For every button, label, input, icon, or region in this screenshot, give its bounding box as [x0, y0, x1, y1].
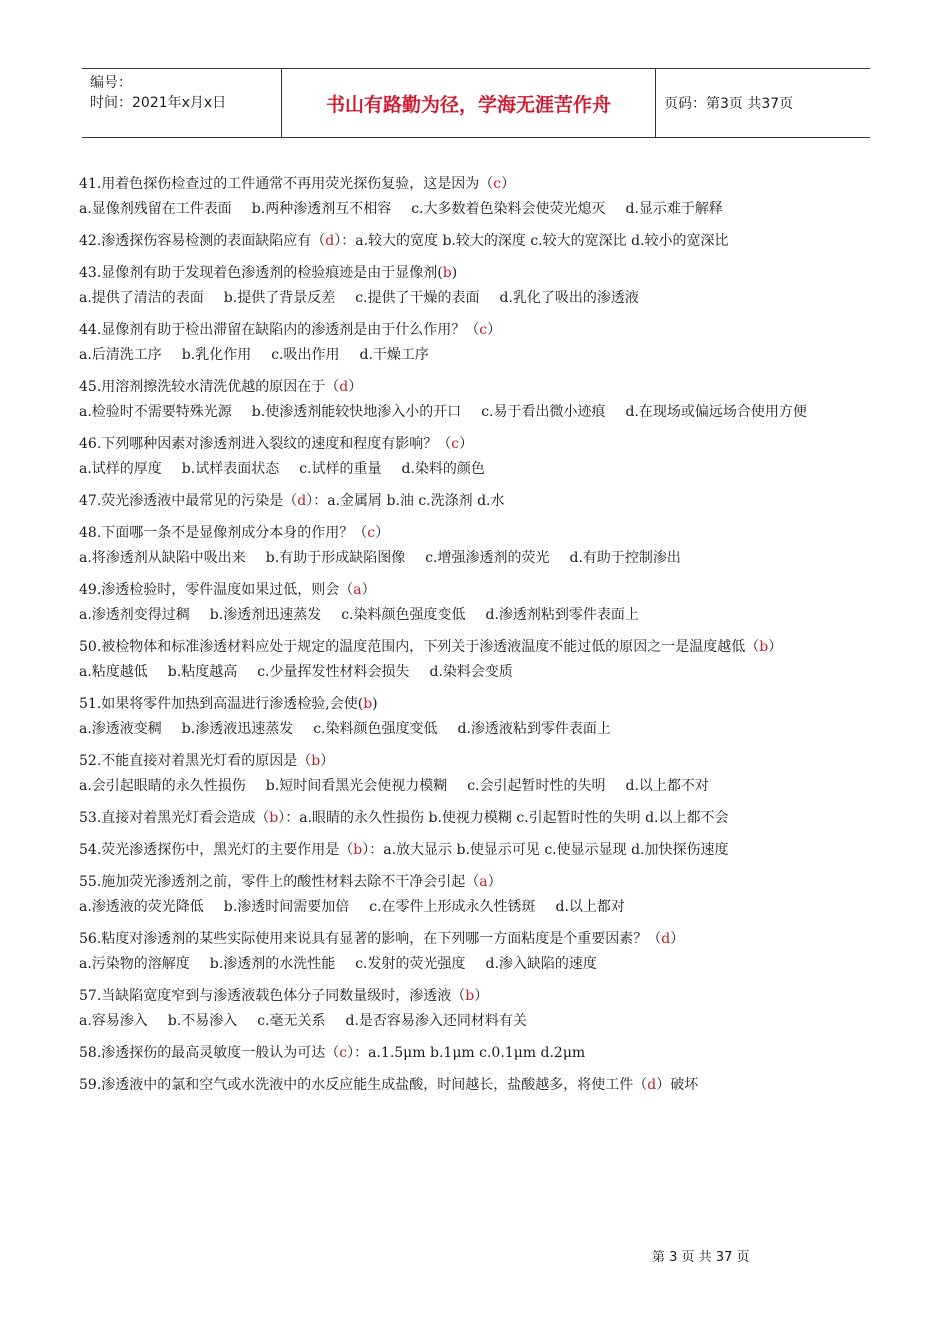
option-text: b.乳化作用	[181, 347, 252, 363]
stem-text: 50.被检物体和标准渗透材料应处于规定的温度范围内，下列关于渗透液温度不能过低的原因之一是温度越低（	[79, 639, 760, 655]
option-text: d.有助于控制渗出	[569, 550, 681, 566]
options-line	[79, 660, 871, 685]
stem-tail: ）	[501, 176, 516, 192]
option-text: d.在现场或偏远场合使用方便	[625, 404, 807, 420]
options-line	[79, 546, 871, 571]
options-line	[79, 400, 871, 425]
question-stem	[79, 927, 871, 952]
stem-text: 45.用溶剂擦洗较水清洗优越的原因在于（	[79, 379, 340, 395]
answer-letter: b	[363, 696, 373, 712]
answer-letter: d	[661, 931, 671, 947]
page-label: 页码：第3页 共37页	[664, 96, 794, 112]
stem-text: 57.当缺陷宽度窄到与渗透液载色体分子同数量级时，渗透液（	[79, 988, 466, 1004]
stem-text: 43.显像剂有助于发现着色渗透剂的检验痕迹是由于显像剂(	[79, 265, 443, 281]
answer-letter: b	[353, 842, 363, 858]
question-stem	[79, 870, 871, 895]
answer-letter: a	[353, 582, 362, 598]
option-text: b.试样表面状态	[181, 461, 280, 477]
question-stem	[79, 692, 871, 717]
question-stem	[79, 261, 871, 286]
option-text: a.渗透液的荧光降低	[79, 899, 204, 915]
option-text: b.渗透液迅速蒸发	[181, 721, 294, 737]
option-text: d.渗透剂粘到零件表面上	[485, 607, 639, 623]
option-text: c.增强渗透剂的荧光	[425, 550, 550, 566]
question-stem	[79, 1073, 871, 1098]
question-stem	[79, 749, 871, 774]
question-list	[79, 172, 871, 1105]
question-item	[79, 1041, 871, 1066]
option-text: c.染料颜色强度变低	[313, 721, 438, 737]
answer-letter: d	[297, 493, 307, 509]
header-info	[82, 69, 282, 137]
option-text: d.显示难于解释	[625, 201, 723, 217]
question-stem	[79, 838, 871, 863]
stem-tail: ）：a.较大的宽度 b.较大的深度 c.较大的宽深比 d.较小的宽深比	[334, 233, 729, 249]
option-text: a.试样的厚度	[79, 461, 162, 477]
question-item	[79, 261, 871, 311]
option-text: d.染料会变质	[429, 664, 513, 680]
question-item	[79, 870, 871, 920]
stem-text: 52.不能直接对着黑光灯看的原因是（	[79, 753, 312, 769]
option-text: a.污染物的溶解度	[79, 956, 190, 972]
options-line	[79, 457, 871, 482]
stem-text: 56.粘度对渗透剂的某些实际使用来说具有显著的影响，在下列哪一方面粘度是个重要因素？（	[79, 931, 662, 947]
stem-tail: ）	[768, 639, 783, 655]
stem-tail: ）：a.金属屑 b.油 c.洗涤剂 d.水	[306, 493, 505, 509]
stem-text: 53.直接对着黑光灯看会造成（	[79, 810, 270, 826]
option-text: c.在零件上形成永久性锈斑	[369, 899, 536, 915]
option-text: b.粘度越高	[167, 664, 238, 680]
options-line	[79, 286, 871, 311]
option-text: a.显像剂残留在工件表面	[79, 201, 232, 217]
option-text: d.乳化了吸出的渗透液	[499, 290, 639, 306]
option-text: b.渗透时间需要加倍	[223, 899, 350, 915]
stem-text: 47.荧光渗透液中最常见的污染是（	[79, 493, 298, 509]
stem-tail: ）破坏	[656, 1077, 699, 1093]
stem-text: 51.如果将零件加热到高温进行渗透检验,会使(	[79, 696, 364, 712]
stem-tail: ）：a.眼睛的永久性损伤 b.使视力模糊 c.引起暂时性的失明 d.以上都不会	[278, 810, 729, 826]
answer-letter: b	[759, 639, 769, 655]
question-stem	[79, 1041, 871, 1066]
header-table	[82, 68, 870, 138]
options-line	[79, 603, 871, 628]
stem-tail: )	[451, 265, 458, 281]
question-stem	[79, 578, 871, 603]
question-stem	[79, 375, 871, 400]
question-stem	[79, 172, 871, 197]
stem-tail: ）：a.1.5μm b.1μm c.0.1μm d.2μm	[347, 1045, 586, 1061]
stem-tail: ）	[361, 582, 376, 598]
option-text: b.短时间看黑光会使视力模糊	[265, 778, 448, 794]
stem-tail: ）	[487, 322, 502, 338]
option-text: c.试样的重量	[299, 461, 382, 477]
question-stem	[79, 432, 871, 457]
option-text: a.后清洗工序	[79, 347, 162, 363]
answer-letter: b	[442, 265, 452, 281]
question-item	[79, 172, 871, 222]
motto: 书山有路勤为径，学海无涯苦作舟	[282, 69, 656, 137]
option-text: c.会引起暂时性的失明	[467, 778, 606, 794]
stem-tail: )	[372, 696, 378, 712]
answer-letter: c	[479, 322, 488, 338]
question-item	[79, 635, 871, 685]
stem-text: 59.渗透液中的氯和空气或水洗液中的水反应能生成盐酸，时间越长，盐酸越多，将使工件（	[79, 1077, 648, 1093]
question-stem	[79, 489, 871, 514]
stem-text: 48.下面哪一条不是显像剂成分本身的作用？（	[79, 525, 368, 541]
options-line	[79, 717, 871, 742]
answer-letter: a	[479, 874, 488, 890]
option-text: b.渗透剂的水洗性能	[209, 956, 336, 972]
answer-letter: d	[325, 233, 335, 249]
answer-letter: d	[339, 379, 349, 395]
options-line	[79, 1009, 871, 1034]
options-line	[79, 952, 871, 977]
question-item	[79, 432, 871, 482]
option-text: c.易于看出微小迹痕	[481, 404, 606, 420]
option-text: d.渗透液粘到零件表面上	[457, 721, 611, 737]
option-text: a.提供了清洁的表面	[79, 290, 204, 306]
question-item	[79, 838, 871, 863]
option-text: c.染料颜色强度变低	[341, 607, 466, 623]
option-text: b.两种渗透剂互不相容	[251, 201, 392, 217]
option-text: b.不易渗入	[167, 1013, 238, 1029]
question-item	[79, 521, 871, 571]
stem-text: 55.施加荧光渗透剂之前，零件上的酸性材料去除不干净会引起（	[79, 874, 480, 890]
stem-tail: ）	[459, 436, 474, 452]
option-text: c.大多数着色染料会使荧光熄灭	[411, 201, 606, 217]
question-stem	[79, 521, 871, 546]
stem-tail: ）：a.放大显示 b.使显示可见 c.使显示显现 d.加快探伤速度	[362, 842, 729, 858]
answer-letter: c	[493, 176, 502, 192]
stem-text: 44.显像剂有助于检出滞留在缺陷内的渗透剂是由于什么作用？（	[79, 322, 480, 338]
code-label: 编号：	[90, 75, 132, 91]
question-stem	[79, 984, 871, 1009]
answer-letter: b	[269, 810, 279, 826]
stem-tail: ）	[474, 988, 489, 1004]
answer-letter: c	[451, 436, 460, 452]
options-line	[79, 343, 871, 368]
answer-letter: b	[311, 753, 321, 769]
option-text: b.有助于形成缺陷图像	[265, 550, 406, 566]
question-stem	[79, 229, 871, 254]
question-item	[79, 806, 871, 831]
options-line	[79, 197, 871, 222]
option-text: c.少量挥发性材料会损失	[257, 664, 410, 680]
option-text: a.检验时不需要特殊光源	[79, 404, 232, 420]
option-text: b.使渗透剂能较快地渗入小的开口	[251, 404, 462, 420]
question-item	[79, 578, 871, 628]
stem-tail: ）	[487, 874, 502, 890]
option-text: c.发射的荧光强度	[355, 956, 466, 972]
page-footer: 第 3 页 共 37 页	[652, 1250, 750, 1265]
question-stem	[79, 806, 871, 831]
question-item	[79, 375, 871, 425]
question-item	[79, 1073, 871, 1098]
option-text: d.干燥工序	[359, 347, 429, 363]
stem-text: 58.渗透探伤的最高灵敏度一般认为可达（	[79, 1045, 340, 1061]
option-text: c.吸出作用	[271, 347, 340, 363]
stem-text: 54.荧光渗透探伤中，黑光灯的主要作用是（	[79, 842, 354, 858]
option-text: a.容易渗入	[79, 1013, 148, 1029]
stem-text: 46.下列哪种因素对渗透剂进入裂纹的速度和程度有影响？（	[79, 436, 452, 452]
stem-tail: ）	[375, 525, 390, 541]
stem-tail: ）	[320, 753, 335, 769]
question-item	[79, 984, 871, 1034]
option-text: a.将渗透剂从缺陷中吸出来	[79, 550, 246, 566]
option-text: c.毫无关系	[257, 1013, 326, 1029]
question-item	[79, 749, 871, 799]
options-line	[79, 895, 871, 920]
answer-letter: b	[465, 988, 475, 1004]
option-text: b.渗透剂迅速蒸发	[209, 607, 322, 623]
option-text: a.渗透剂变得过稠	[79, 607, 190, 623]
stem-text: 49.渗透检验时，零件温度如果过低，则会（	[79, 582, 354, 598]
option-text: d.以上都对	[555, 899, 625, 915]
option-text: d.渗入缺陷的速度	[485, 956, 597, 972]
option-text: d.以上都不对	[625, 778, 709, 794]
question-item	[79, 927, 871, 977]
stem-text: 42.渗透探伤容易检测的表面缺陷应有（	[79, 233, 326, 249]
option-text: b.提供了背景反差	[223, 290, 336, 306]
time-label: 时间：2021年x月x日	[90, 95, 227, 111]
option-text: c.提供了干燥的表面	[355, 290, 480, 306]
option-text: a.粘度越低	[79, 664, 148, 680]
answer-letter: d	[647, 1077, 657, 1093]
question-stem	[79, 635, 871, 660]
question-item	[79, 318, 871, 368]
question-item	[79, 489, 871, 514]
options-line	[79, 774, 871, 799]
option-text: d.染料的颜色	[401, 461, 485, 477]
question-stem	[79, 318, 871, 343]
answer-letter: c	[367, 525, 376, 541]
stem-tail: ）	[670, 931, 685, 947]
question-item	[79, 692, 871, 742]
stem-text: 41.用着色探伤检查过的工件通常不再用荧光探伤复验，这是因为（	[79, 176, 494, 192]
answer-letter: c	[339, 1045, 348, 1061]
option-text: a.渗透液变稠	[79, 721, 162, 737]
option-text: d.是否容易渗入还同材料有关	[345, 1013, 527, 1029]
stem-tail: ）	[348, 379, 363, 395]
question-item	[79, 229, 871, 254]
option-text: a.会引起眼睛的永久性损伤	[79, 778, 246, 794]
